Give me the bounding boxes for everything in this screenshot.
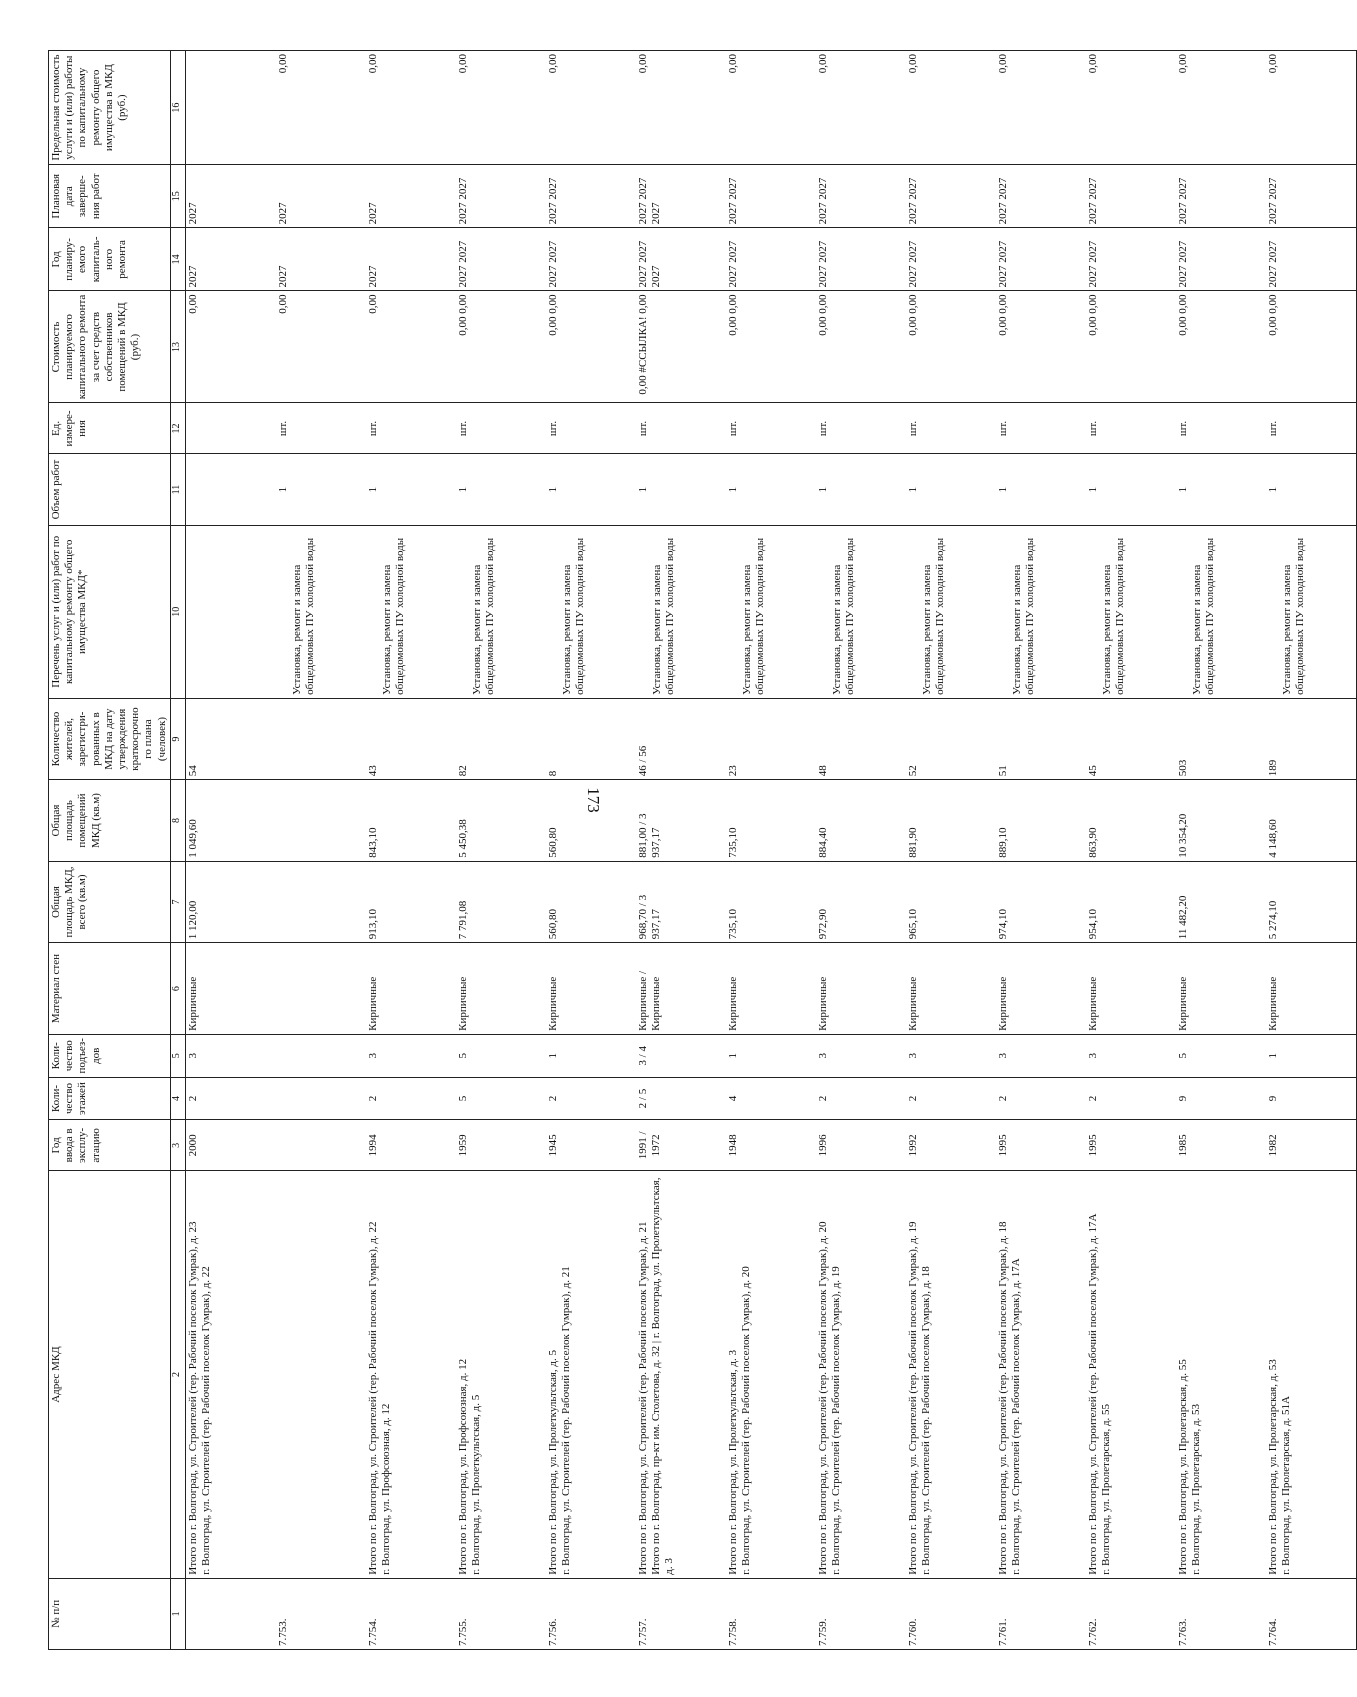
cost-cell: 0,00 0,00 bbox=[1086, 291, 1176, 403]
year-cell: 1948 bbox=[726, 1120, 816, 1171]
end-date-cell: 2027 2027 bbox=[1266, 165, 1357, 228]
column-number: 12 bbox=[170, 403, 185, 454]
total-area-cell: 913,10 bbox=[366, 861, 456, 942]
rooms-area-cell: 735,10 bbox=[726, 780, 816, 861]
entrances-cell bbox=[276, 1034, 366, 1077]
limit-cell: 0,00 bbox=[1086, 51, 1176, 165]
row-number: 7.757. bbox=[636, 1578, 726, 1649]
material-cell: Кирпичные bbox=[996, 943, 1086, 1035]
table-row bbox=[1176, 51, 1266, 1650]
address-cell bbox=[366, 1171, 456, 1578]
year-cell: 1982 bbox=[1266, 1120, 1357, 1171]
residents-cell: 54 bbox=[185, 698, 276, 779]
total-label: Итого по г. Волгоград, ул. Пролетарская, д. 55 bbox=[1176, 1359, 1189, 1575]
material-cell: Кирпичные bbox=[1266, 943, 1357, 1035]
header-cell: Ед. измере-ния bbox=[49, 403, 171, 454]
total-area-cell: 1 120,00 bbox=[185, 861, 276, 942]
table-row bbox=[546, 51, 636, 1650]
column-number: 10 bbox=[170, 525, 185, 698]
work-text: Установка, ремонт и замена общедомовых ПУ холодной воды bbox=[1100, 537, 1126, 695]
work-cell bbox=[906, 525, 996, 698]
volume-cell: 1 bbox=[366, 454, 456, 525]
column-number: 1 bbox=[170, 1578, 185, 1649]
address-cell bbox=[1176, 1171, 1266, 1578]
total-area-cell bbox=[276, 861, 366, 942]
work-cell bbox=[1176, 525, 1266, 698]
year-cell: 2000 bbox=[185, 1120, 276, 1171]
entrances-cell: 1 bbox=[1266, 1034, 1357, 1077]
cost-cell: 0,00 0,00 bbox=[906, 291, 996, 403]
year-cell: 1959 bbox=[456, 1120, 546, 1171]
work-cell bbox=[996, 525, 1086, 698]
rooms-area-cell: 560,80 bbox=[546, 780, 636, 861]
total-label: Итого по г. Волгоград, ул. Строителей (тер. Рабочий поселок Гумрак), д. 19 bbox=[906, 1221, 919, 1575]
table-row bbox=[726, 51, 816, 1650]
work-cell bbox=[546, 525, 636, 698]
plan-year-cell: 2027 bbox=[366, 228, 456, 291]
entrances-cell: 1 bbox=[726, 1034, 816, 1077]
row-number: 7.764. bbox=[1266, 1578, 1357, 1649]
entrances-cell: 3 bbox=[906, 1034, 996, 1077]
end-date-cell: 2027 2027 bbox=[816, 165, 906, 228]
address-text: г. Волгоград, ул. Строителей (тер. Рабочий поселок Гумрак), д. 17А bbox=[1009, 1258, 1022, 1575]
cost-cell: 0,00 #ССЫЛКА! 0,00 bbox=[636, 291, 726, 403]
total-area-cell: 974,10 bbox=[996, 861, 1086, 942]
unit-cell: шт. bbox=[366, 403, 456, 454]
limit-cell: 0,00 bbox=[1266, 51, 1357, 165]
material-cell: Кирпичные bbox=[456, 943, 546, 1035]
address-cell bbox=[276, 1171, 366, 1578]
header-cell: Коли-чество подъез-дов bbox=[49, 1034, 171, 1077]
plan-year-cell: 2027 2027 bbox=[726, 228, 816, 291]
address-text: г. Волгоград, ул. Пролетарская, д. 55 bbox=[1099, 1403, 1112, 1575]
total-area-cell: 7 791,08 bbox=[456, 861, 546, 942]
unit-cell: шт. bbox=[906, 403, 996, 454]
entrances-cell: 3 bbox=[1086, 1034, 1176, 1077]
residents-cell: 48 bbox=[816, 698, 906, 779]
work-cell bbox=[1266, 525, 1357, 698]
limit-cell: 0,00 bbox=[1176, 51, 1266, 165]
total-area-cell: 735,10 bbox=[726, 861, 816, 942]
total-area-cell: 965,10 bbox=[906, 861, 996, 942]
residents-cell: 503 bbox=[1176, 698, 1266, 779]
rooms-area-cell: 10 354,20 bbox=[1176, 780, 1266, 861]
end-date-cell: 2027 2027 2027 bbox=[636, 165, 726, 228]
total-area-cell: 11 482,20 bbox=[1176, 861, 1266, 942]
row-number: 7.762. bbox=[1086, 1578, 1176, 1649]
end-date-cell: 2027 bbox=[185, 165, 276, 228]
entrances-cell: 1 bbox=[546, 1034, 636, 1077]
cost-cell: 0,00 0,00 bbox=[546, 291, 636, 403]
total-area-cell: 954,10 bbox=[1086, 861, 1176, 942]
table-row bbox=[636, 51, 726, 1650]
cost-cell: 0,00 bbox=[185, 291, 276, 403]
material-cell bbox=[276, 943, 366, 1035]
limit-cell: 0,00 bbox=[366, 51, 456, 165]
plan-year-cell: 2027 2027 bbox=[816, 228, 906, 291]
end-date-cell: 2027 2027 bbox=[726, 165, 816, 228]
plan-year-cell: 2027 2027 bbox=[996, 228, 1086, 291]
unit-cell: шт. bbox=[636, 403, 726, 454]
floors-cell: 9 bbox=[1176, 1077, 1266, 1120]
end-date-cell: 2027 2027 bbox=[456, 165, 546, 228]
work-cell bbox=[1086, 525, 1176, 698]
volume-cell: 1 bbox=[1086, 454, 1176, 525]
volume-cell: 1 bbox=[816, 454, 906, 525]
header-cell: Общая площадь помещений МКД (кв.м) bbox=[49, 780, 171, 861]
unit-cell: шт. bbox=[1266, 403, 1357, 454]
rooms-area-cell bbox=[276, 780, 366, 861]
rooms-area-cell: 881,90 bbox=[906, 780, 996, 861]
header-cell: Перечень услуг и (или) работ по капитальному ремонту общего имущества МКД* bbox=[49, 525, 171, 698]
rooms-area-cell: 4 148,60 bbox=[1266, 780, 1357, 861]
material-cell: Кирпичные bbox=[185, 943, 276, 1035]
year-cell: 1995 bbox=[996, 1120, 1086, 1171]
residents-cell: 82 bbox=[456, 698, 546, 779]
residents-cell: 189 bbox=[1266, 698, 1357, 779]
residents-cell: 23 bbox=[726, 698, 816, 779]
row-number: 7.760. bbox=[906, 1578, 996, 1649]
header-cell: Общая площадь МКД, всего (кв.м) bbox=[49, 861, 171, 942]
table-body bbox=[185, 51, 1356, 1650]
column-number: 9 bbox=[170, 698, 185, 779]
end-date-cell: 2027 bbox=[276, 165, 366, 228]
table-row bbox=[185, 51, 276, 1650]
work-text: Установка, ремонт и замена общедомовых ПУ холодной воды bbox=[740, 537, 766, 695]
material-cell: Кирпичные bbox=[1176, 943, 1266, 1035]
limit-cell: 0,00 bbox=[726, 51, 816, 165]
volume-cell: 1 bbox=[276, 454, 366, 525]
work-cell bbox=[366, 525, 456, 698]
total-label: Итого по г. Волгоград, ул. Строителей (тер. Рабочий поселок Гумрак), д. 20 bbox=[816, 1221, 829, 1575]
column-number: 4 bbox=[170, 1077, 185, 1120]
rooms-area-cell: 884,40 bbox=[816, 780, 906, 861]
column-number: 5 bbox=[170, 1034, 185, 1077]
work-cell bbox=[636, 525, 726, 698]
cost-cell: 0,00 0,00 bbox=[1176, 291, 1266, 403]
total-label: Итого по г. Волгоград, ул. Строителей (тер. Рабочий поселок Гумрак), д. 23 bbox=[186, 1221, 199, 1575]
row-number: 7.755. bbox=[456, 1578, 546, 1649]
floors-cell: 4 bbox=[726, 1077, 816, 1120]
residents-cell bbox=[276, 698, 366, 779]
total-label: Итого по г. Волгоград, ул. Строителей (тер. Рабочий поселок Гумрак), д. 22 bbox=[366, 1221, 379, 1575]
entrances-cell: 3 bbox=[996, 1034, 1086, 1077]
column-number: 8 bbox=[170, 780, 185, 861]
material-cell: Кирпичные bbox=[816, 943, 906, 1035]
plan-year-cell: 2027 2027 bbox=[1086, 228, 1176, 291]
plan-year-cell: 2027 2027 bbox=[456, 228, 546, 291]
cost-cell: 0,00 0,00 bbox=[996, 291, 1086, 403]
total-area-cell: 972,90 bbox=[816, 861, 906, 942]
volume-cell: 1 bbox=[726, 454, 816, 525]
work-text: Установка, ремонт и замена общедомовых ПУ холодной воды bbox=[1190, 537, 1216, 695]
floors-cell: 2 / 5 bbox=[636, 1077, 726, 1120]
year-cell: 1991 / 1972 bbox=[636, 1120, 726, 1171]
work-cell bbox=[185, 525, 276, 698]
cost-cell: 0,00 bbox=[366, 291, 456, 403]
address-cell bbox=[1086, 1171, 1176, 1578]
plan-year-cell: 2027 2027 bbox=[1176, 228, 1266, 291]
year-cell bbox=[276, 1120, 366, 1171]
material-cell: Кирпичные bbox=[366, 943, 456, 1035]
capital-repair-table bbox=[48, 50, 1357, 1650]
column-number: 15 bbox=[170, 165, 185, 228]
floors-cell bbox=[276, 1077, 366, 1120]
unit-cell bbox=[185, 403, 276, 454]
address-cell bbox=[456, 1171, 546, 1578]
header-cell: Количество жителей, зарегистри-рованных в МКД на дату утверждения краткосрочно го плана (человек) bbox=[49, 698, 171, 779]
floors-cell: 2 bbox=[366, 1077, 456, 1120]
work-text: Установка, ремонт и замена общедомовых ПУ холодной воды bbox=[830, 537, 856, 695]
address-cell bbox=[636, 1171, 726, 1578]
cost-cell: 0,00 0,00 bbox=[816, 291, 906, 403]
material-cell: Кирпичные / Кирпичные bbox=[636, 943, 726, 1035]
volume-cell: 1 bbox=[1266, 454, 1357, 525]
limit-cell: 0,00 bbox=[636, 51, 726, 165]
table-row bbox=[996, 51, 1086, 1650]
volume-cell: 1 bbox=[906, 454, 996, 525]
end-date-cell: 2027 2027 bbox=[906, 165, 996, 228]
end-date-cell: 2027 2027 bbox=[546, 165, 636, 228]
volume-cell: 1 bbox=[996, 454, 1086, 525]
floors-cell: 5 bbox=[456, 1077, 546, 1120]
rooms-area-cell: 843,10 bbox=[366, 780, 456, 861]
header-cell: Год планиру-емого капиталь-ного ремонта bbox=[49, 228, 171, 291]
header-cell: Материал стен bbox=[49, 943, 171, 1035]
column-number: 6 bbox=[170, 943, 185, 1035]
year-cell: 1994 bbox=[366, 1120, 456, 1171]
limit-cell: 0,00 bbox=[546, 51, 636, 165]
plan-year-cell: 2027 2027 bbox=[1266, 228, 1357, 291]
year-cell: 1985 bbox=[1176, 1120, 1266, 1171]
work-text: Установка, ремонт и замена общедомовых ПУ холодной воды bbox=[470, 537, 496, 695]
total-area-cell: 560,80 bbox=[546, 861, 636, 942]
volume-cell: 1 bbox=[456, 454, 546, 525]
address-cell bbox=[1266, 1171, 1357, 1578]
volume-cell: 1 bbox=[636, 454, 726, 525]
row-number: 7.759. bbox=[816, 1578, 906, 1649]
material-cell: Кирпичные bbox=[906, 943, 996, 1035]
cost-cell: 0,00 bbox=[276, 291, 366, 403]
table-row bbox=[276, 51, 366, 1650]
material-cell: Кирпичные bbox=[546, 943, 636, 1035]
end-date-cell: 2027 bbox=[366, 165, 456, 228]
year-cell: 1996 bbox=[816, 1120, 906, 1171]
row-number bbox=[185, 1578, 276, 1649]
address-cell bbox=[546, 1171, 636, 1578]
rooms-area-cell: 881,00 / 3 937,17 bbox=[636, 780, 726, 861]
limit-cell: 0,00 bbox=[456, 51, 546, 165]
plan-year-cell: 2027 bbox=[276, 228, 366, 291]
total-label: Итого по г. Волгоград, ул. Строителей (тер. Рабочий поселок Гумрак), д. 18 bbox=[996, 1221, 1009, 1575]
residents-cell: 46 / 56 bbox=[636, 698, 726, 779]
header-cell: Предельная стоимость услуги и (или) работы по капитальному ремонту общего имущества в МКД (руб.) bbox=[49, 51, 171, 165]
residents-cell: 8 bbox=[546, 698, 636, 779]
column-number: 16 bbox=[170, 51, 185, 165]
work-cell bbox=[456, 525, 546, 698]
header-cell: Стоимость планируемого капитального ремонта за счет средств собственников помещений в МКД (руб.) bbox=[49, 291, 171, 403]
unit-cell: шт. bbox=[456, 403, 546, 454]
table-row bbox=[456, 51, 546, 1650]
rooms-area-cell: 889,10 bbox=[996, 780, 1086, 861]
floors-cell: 2 bbox=[185, 1077, 276, 1120]
limit-cell bbox=[185, 51, 276, 165]
unit-cell: шт. bbox=[726, 403, 816, 454]
address-text: г. Волгоград, ул. Пролетарская, д. 51А bbox=[1279, 1395, 1292, 1575]
address-text: Итого по г. Волгоград, пр-кт им. Столетова, д. 32 | г. Волгоград, ул. Пролеткультская, д. 3 bbox=[649, 1177, 676, 1575]
table-row bbox=[1266, 51, 1357, 1650]
total-area-cell: 968,70 / 3 937,17 bbox=[636, 861, 726, 942]
entrances-cell: 3 bbox=[185, 1034, 276, 1077]
column-number: 13 bbox=[170, 291, 185, 403]
floors-cell: 2 bbox=[546, 1077, 636, 1120]
work-text: Установка, ремонт и замена общедомовых ПУ холодной воды bbox=[560, 537, 586, 695]
address-text: г. Волгоград, ул. Пролеткультская, д. 5 bbox=[469, 1394, 482, 1575]
work-text: Установка, ремонт и замена общедомовых ПУ холодной воды bbox=[650, 537, 676, 695]
table-row bbox=[366, 51, 456, 1650]
work-text: Установка, ремонт и замена общедомовых ПУ холодной воды bbox=[920, 537, 946, 695]
unit-cell: шт. bbox=[816, 403, 906, 454]
work-cell bbox=[726, 525, 816, 698]
table-row bbox=[906, 51, 996, 1650]
unit-cell: шт. bbox=[546, 403, 636, 454]
floors-cell: 9 bbox=[1266, 1077, 1357, 1120]
material-cell: Кирпичные bbox=[726, 943, 816, 1035]
address-cell bbox=[906, 1171, 996, 1578]
plan-year-cell: 2027 2027 2027 bbox=[636, 228, 726, 291]
address-text: г. Волгоград, ул. Пролетарская, д. 53 bbox=[1189, 1403, 1202, 1575]
column-number: 11 bbox=[170, 454, 185, 525]
limit-cell: 0,00 bbox=[276, 51, 366, 165]
work-text: Установка, ремонт и замена общедомовых ПУ холодной воды bbox=[380, 537, 406, 695]
address-text: г. Волгоград, ул. Строителей (тер. Рабочий поселок Гумрак), д. 21 bbox=[559, 1266, 572, 1575]
floors-cell: 2 bbox=[1086, 1077, 1176, 1120]
total-area-cell: 5 274,10 bbox=[1266, 861, 1357, 942]
unit-cell: шт. bbox=[276, 403, 366, 454]
rooms-area-cell: 863,90 bbox=[1086, 780, 1176, 861]
cost-cell: 0,00 0,00 bbox=[726, 291, 816, 403]
work-text: Установка, ремонт и замена общедомовых ПУ холодной воды bbox=[1010, 537, 1036, 695]
header-cell: Плановая дата заверше-ния работ bbox=[49, 165, 171, 228]
table-row bbox=[816, 51, 906, 1650]
unit-cell: шт. bbox=[1176, 403, 1266, 454]
row-number: 7.758. bbox=[726, 1578, 816, 1649]
column-number: 14 bbox=[170, 228, 185, 291]
address-text: г. Волгоград, ул. Строителей (тер. Рабочий поселок Гумрак), д. 20 bbox=[739, 1266, 752, 1575]
header-cell: Коли-чество этажей bbox=[49, 1077, 171, 1120]
plan-year-cell: 2027 bbox=[185, 228, 276, 291]
header-row bbox=[49, 51, 171, 1650]
end-date-cell: 2027 2027 bbox=[1176, 165, 1266, 228]
header-cell: Год ввода в эксплу-атацию bbox=[49, 1120, 171, 1171]
work-text: Установка, ремонт и замена общедомовых ПУ холодной воды bbox=[290, 537, 316, 695]
cost-cell: 0,00 0,00 bbox=[456, 291, 546, 403]
limit-cell: 0,00 bbox=[996, 51, 1086, 165]
address-cell bbox=[726, 1171, 816, 1578]
year-cell: 1945 bbox=[546, 1120, 636, 1171]
entrances-cell: 5 bbox=[456, 1034, 546, 1077]
entrances-cell: 3 bbox=[366, 1034, 456, 1077]
unit-cell: шт. bbox=[1086, 403, 1176, 454]
volume-cell bbox=[185, 454, 276, 525]
address-cell bbox=[816, 1171, 906, 1578]
header-cell: Адрес МКД bbox=[49, 1171, 171, 1578]
address-cell bbox=[996, 1171, 1086, 1578]
limit-cell: 0,00 bbox=[906, 51, 996, 165]
entrances-cell: 5 bbox=[1176, 1034, 1266, 1077]
total-label: Итого по г. Волгоград, ул. Пролеткультская, д. 5 bbox=[546, 1349, 559, 1575]
floors-cell: 2 bbox=[816, 1077, 906, 1120]
end-date-cell: 2027 2027 bbox=[1086, 165, 1176, 228]
column-number: 3 bbox=[170, 1120, 185, 1171]
residents-cell: 52 bbox=[906, 698, 996, 779]
column-number: 7 bbox=[170, 861, 185, 942]
row-number: 7.763. bbox=[1176, 1578, 1266, 1649]
total-label: Итого по г. Волгоград, ул. Пролеткультская, д. 3 bbox=[726, 1349, 739, 1575]
volume-cell: 1 bbox=[1176, 454, 1266, 525]
address-text: г. Волгоград, ул. Строителей (тер. Рабочий поселок Гумрак), д. 22 bbox=[199, 1266, 212, 1575]
end-date-cell: 2027 2027 bbox=[996, 165, 1086, 228]
row-number: 7.761. bbox=[996, 1578, 1086, 1649]
entrances-cell: 3 bbox=[816, 1034, 906, 1077]
plan-year-cell: 2027 2027 bbox=[906, 228, 996, 291]
total-label: Итого по г. Волгоград, ул. Строителей (тер. Рабочий поселок Гумрак), д. 17А bbox=[1086, 1213, 1099, 1575]
rotated-table-container bbox=[48, 50, 1306, 1650]
floors-cell: 2 bbox=[906, 1077, 996, 1120]
limit-cell: 0,00 bbox=[816, 51, 906, 165]
work-text: Установка, ремонт и замена общедомовых ПУ холодной воды bbox=[1280, 537, 1306, 695]
work-cell bbox=[276, 525, 366, 698]
total-label: Итого по г. Волгоград, ул. Пролетарская, д. 53 bbox=[1266, 1359, 1279, 1575]
header-cell: Объем работ bbox=[49, 454, 171, 525]
total-label: Итого по г. Волгоград, ул. Строителей (тер. Рабочий поселок Гумрак), д. 21 bbox=[636, 1221, 649, 1575]
material-cell: Кирпичные bbox=[1086, 943, 1176, 1035]
row-number: 7.754. bbox=[366, 1578, 456, 1649]
address-text: г. Волгоград, ул. Строителей (тер. Рабочий поселок Гумрак), д. 19 bbox=[829, 1266, 842, 1575]
rooms-area-cell: 5 450,38 bbox=[456, 780, 546, 861]
year-cell: 1992 bbox=[906, 1120, 996, 1171]
residents-cell: 43 bbox=[366, 698, 456, 779]
rooms-area-cell: 1 049,60 bbox=[185, 780, 276, 861]
plan-year-cell: 2027 2027 bbox=[546, 228, 636, 291]
row-number: 7.756. bbox=[546, 1578, 636, 1649]
entrances-cell: 3 / 4 bbox=[636, 1034, 726, 1077]
total-label: Итого по г. Волгоград, ул. Профсоюзная, д. 12 bbox=[456, 1358, 469, 1575]
row-number: 7.753. bbox=[276, 1578, 366, 1649]
cost-cell: 0,00 0,00 bbox=[1266, 291, 1357, 403]
page-number: 173 bbox=[583, 787, 603, 813]
work-cell bbox=[816, 525, 906, 698]
address-cell bbox=[185, 1171, 276, 1578]
residents-cell: 51 bbox=[996, 698, 1086, 779]
column-number-row bbox=[170, 51, 185, 1650]
floors-cell: 2 bbox=[996, 1077, 1086, 1120]
volume-cell: 1 bbox=[546, 454, 636, 525]
address-text: г. Волгоград, ул. Строителей (тер. Рабочий поселок Гумрак), д. 18 bbox=[919, 1266, 932, 1575]
header-cell: № п/п bbox=[49, 1578, 171, 1649]
table-row bbox=[1086, 51, 1176, 1650]
address-text: г. Волгоград, ул. Профсоюзная, д. 12 bbox=[379, 1403, 392, 1575]
residents-cell: 45 bbox=[1086, 698, 1176, 779]
column-number: 2 bbox=[170, 1171, 185, 1578]
year-cell: 1995 bbox=[1086, 1120, 1176, 1171]
unit-cell: шт. bbox=[996, 403, 1086, 454]
